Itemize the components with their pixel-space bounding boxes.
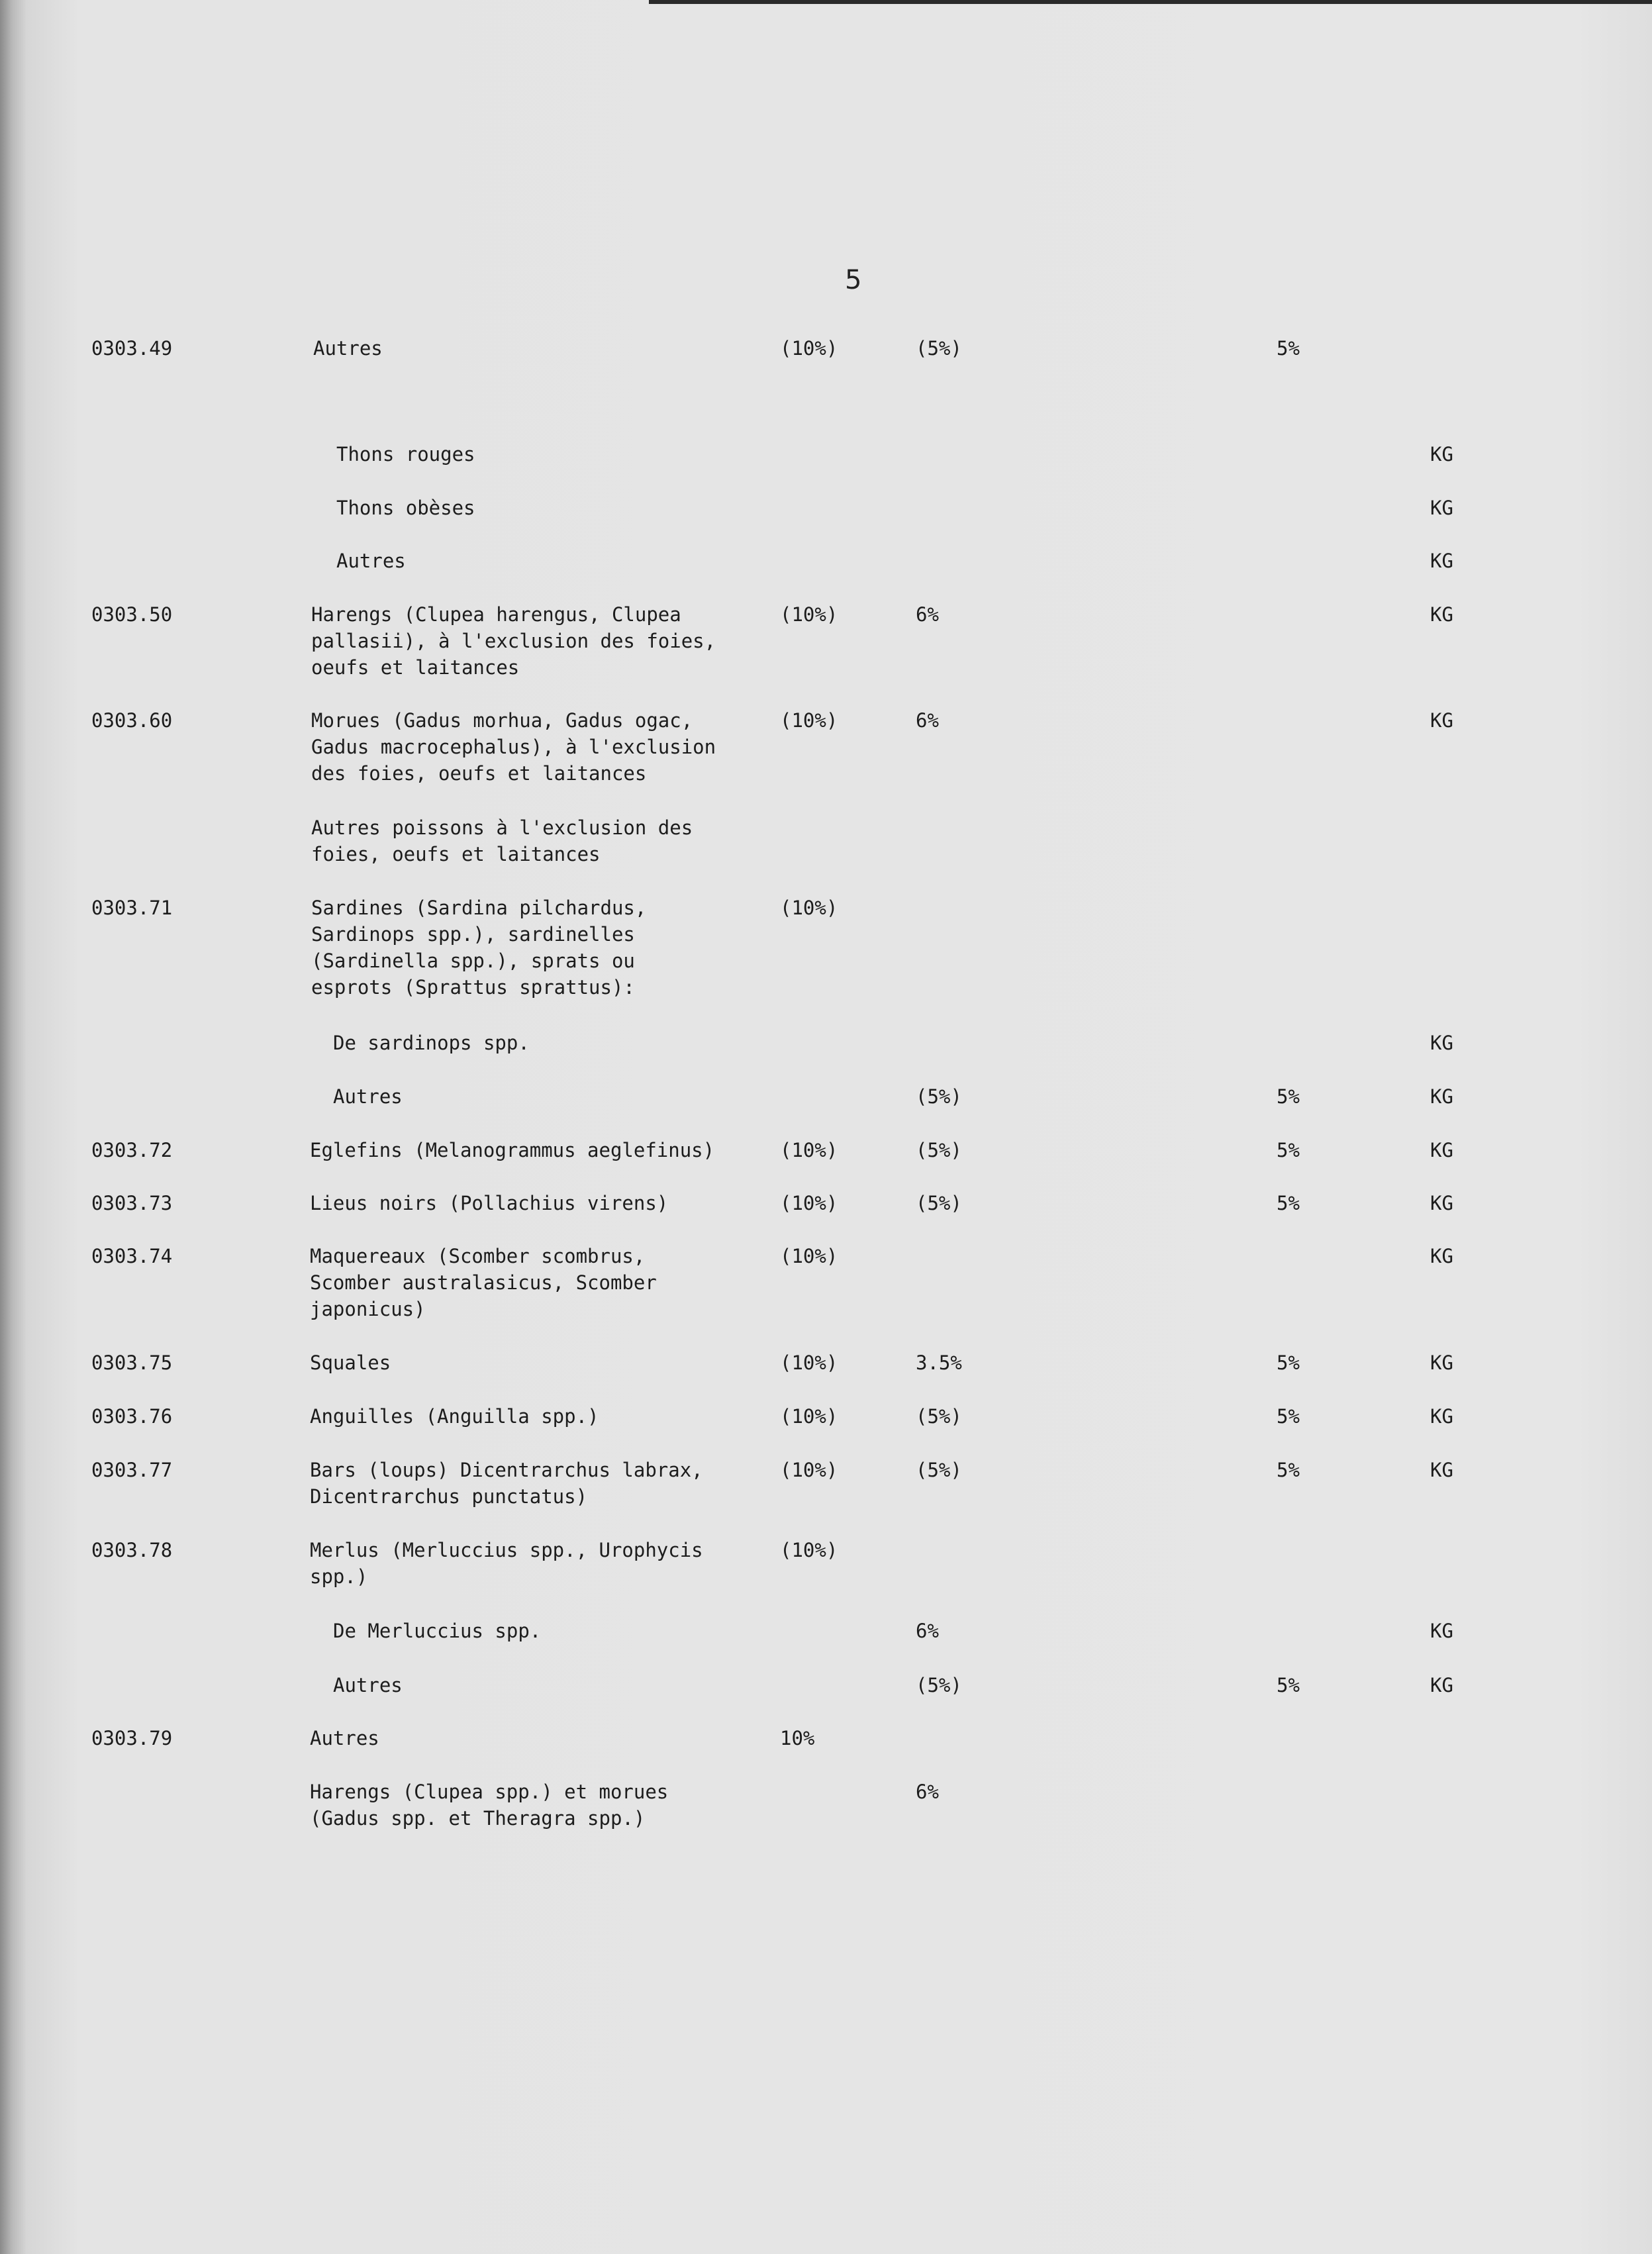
- unit-of-measure: KG: [1430, 443, 1453, 466]
- rate-preferential: (5%): [916, 1085, 962, 1108]
- rate-general: (10%): [780, 1139, 838, 1161]
- rate-preferential: 6%: [916, 1620, 939, 1642]
- scan-edge: [649, 0, 1652, 4]
- rate-preferential: (5%): [916, 1192, 962, 1214]
- rate-general: (10%): [780, 603, 838, 626]
- tariff-code: 0303.78: [91, 1539, 173, 1561]
- item-description: Morues (Gadus morhua, Gadus ogac, Gadus macrocephalus), à l'exclusion des foies, oeufs et laitances: [311, 709, 716, 785]
- rate-general: (10%): [780, 1245, 838, 1267]
- item-description: Eglefins (Melanogrammus aeglefinus): [310, 1139, 715, 1161]
- unit-of-measure: KG: [1430, 709, 1453, 732]
- rate-other: 5%: [1277, 1192, 1300, 1214]
- item-description: Autres: [313, 337, 383, 360]
- tariff-code: 0303.60: [91, 709, 173, 732]
- tariff-code: 0303.75: [91, 1351, 173, 1374]
- unit-of-measure: KG: [1430, 1459, 1453, 1481]
- item-description: Squales: [310, 1351, 391, 1374]
- unit-of-measure: KG: [1430, 1405, 1453, 1428]
- rate-general: 10%: [780, 1727, 815, 1749]
- item-description: Bars (loups) Dicentrarchus labrax, Dicentrarchus punctatus): [310, 1459, 703, 1508]
- tariff-code: 0303.73: [91, 1192, 173, 1214]
- item-description: Harengs (Clupea harengus, Clupea pallasii), à l'exclusion des foies, oeufs et laitances: [311, 603, 716, 679]
- unit-of-measure: KG: [1430, 1032, 1453, 1054]
- tariff-code: 0303.72: [91, 1139, 173, 1161]
- item-description: De sardinops spp.: [333, 1032, 530, 1054]
- item-description: Lieus noirs (Pollachius virens): [310, 1192, 669, 1214]
- page-number: 5: [845, 265, 862, 295]
- tariff-code: 0303.76: [91, 1405, 173, 1428]
- rate-preferential: (5%): [916, 1459, 962, 1481]
- item-description: Merlus (Merluccius spp., Urophycis spp.): [310, 1539, 703, 1588]
- rate-general: (10%): [780, 897, 838, 919]
- rate-general: (10%): [780, 1539, 838, 1561]
- unit-of-measure: KG: [1430, 1351, 1453, 1374]
- rate-general: (10%): [780, 1405, 838, 1428]
- item-description: Anguilles (Anguilla spp.): [310, 1405, 599, 1428]
- unit-of-measure: KG: [1430, 497, 1453, 519]
- rate-other: 5%: [1277, 1139, 1300, 1161]
- rate-preferential: (5%): [916, 1405, 962, 1428]
- item-description: Sardines (Sardina pilchardus, Sardinops spp.), sardinelles (Sardinella spp.), sprats ou esprots (Sprattus sprattus):: [311, 897, 647, 999]
- rate-other: 5%: [1277, 337, 1300, 360]
- item-description: Autres: [336, 550, 406, 572]
- rate-preferential: (5%): [916, 337, 962, 360]
- unit-of-measure: KG: [1430, 1192, 1453, 1214]
- unit-of-measure: KG: [1430, 1674, 1453, 1696]
- tariff-code: 0303.49: [91, 337, 173, 360]
- item-description: Harengs (Clupea spp.) et morues (Gadus spp. et Theragra spp.): [310, 1781, 669, 1830]
- rate-general: (10%): [780, 1192, 838, 1214]
- tariff-code: 0303.77: [91, 1459, 173, 1481]
- tariff-code: 0303.71: [91, 897, 173, 919]
- rate-other: 5%: [1277, 1459, 1300, 1481]
- rate-general: (10%): [780, 1351, 838, 1374]
- unit-of-measure: KG: [1430, 1139, 1453, 1161]
- unit-of-measure: KG: [1430, 603, 1453, 626]
- tariff-code: 0303.74: [91, 1245, 173, 1267]
- rate-other: 5%: [1277, 1085, 1300, 1108]
- tariff-code: 0303.50: [91, 603, 173, 626]
- rate-other: 5%: [1277, 1351, 1300, 1374]
- rate-preferential: (5%): [916, 1139, 962, 1161]
- rate-preferential: (5%): [916, 1674, 962, 1696]
- item-description: Autres: [333, 1674, 403, 1696]
- item-description: Maquereaux (Scomber scombrus, Scomber australasicus, Scomber japonicus): [310, 1245, 657, 1320]
- rate-preferential: 6%: [916, 709, 939, 732]
- tariff-code: 0303.79: [91, 1727, 173, 1749]
- item-description: Autres: [310, 1727, 379, 1749]
- rate-general: (10%): [780, 1459, 838, 1481]
- rate-general: (10%): [780, 337, 838, 360]
- unit-of-measure: KG: [1430, 1620, 1453, 1642]
- unit-of-measure: KG: [1430, 1245, 1453, 1267]
- unit-of-measure: KG: [1430, 550, 1453, 572]
- item-description: Autres poissons à l'exclusion des foies, oeufs et laitances: [311, 816, 693, 865]
- rate-other: 5%: [1277, 1405, 1300, 1428]
- item-description: Autres: [333, 1085, 403, 1108]
- item-description: De Merluccius spp.: [333, 1620, 542, 1642]
- rate-preferential: 6%: [916, 1781, 939, 1803]
- unit-of-measure: KG: [1430, 1085, 1453, 1108]
- rate-preferential: 6%: [916, 603, 939, 626]
- rate-other: 5%: [1277, 1674, 1300, 1696]
- rate-general: (10%): [780, 709, 838, 732]
- item-description: Thons obèses: [336, 497, 475, 519]
- rate-preferential: 3.5%: [916, 1351, 962, 1374]
- item-description: Thons rouges: [336, 443, 475, 466]
